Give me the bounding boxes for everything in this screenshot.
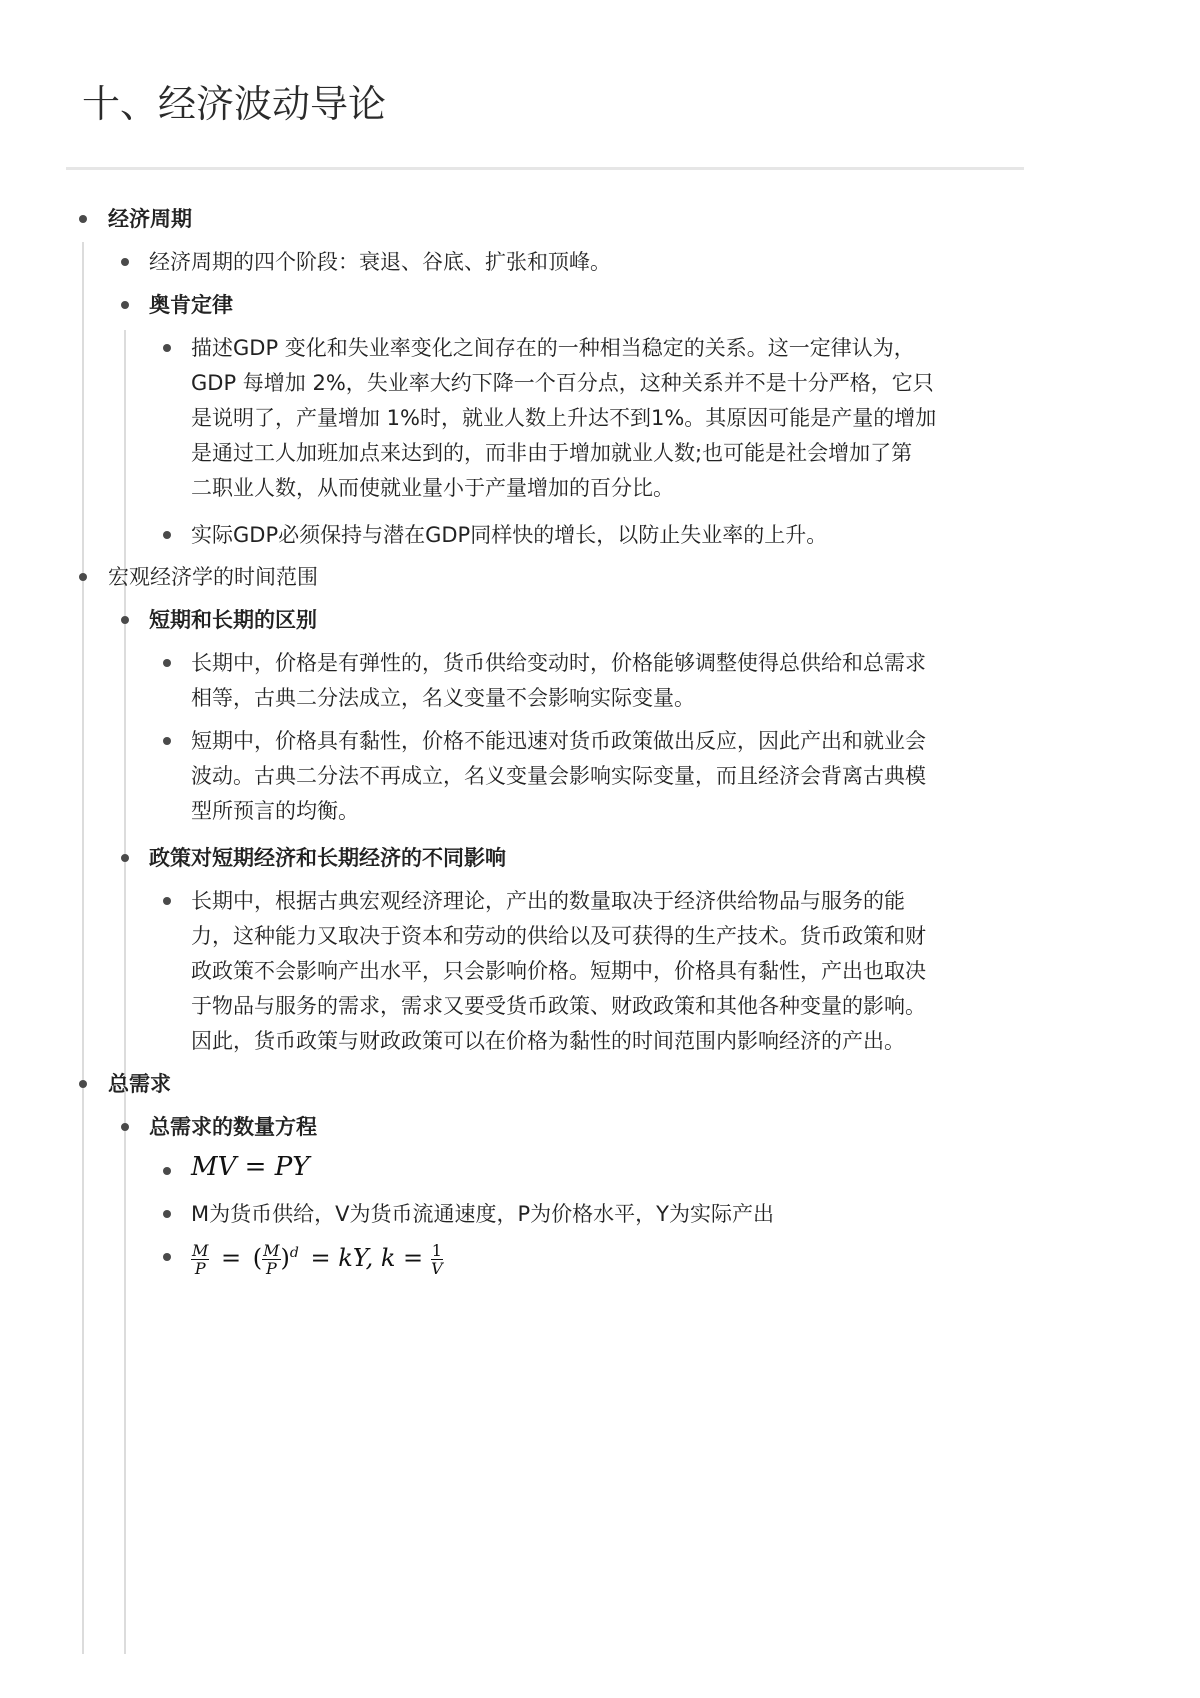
subheading-policy-effects: 政策对短期经济和长期经济的不同影响 xyxy=(149,846,506,870)
okun-line-5: 二职业人数，从而使就业量小于产量增加的百分比。 xyxy=(191,476,674,500)
bullet-icon xyxy=(121,258,129,266)
section-heading-aggregate-demand: 总需求 xyxy=(108,1072,171,1096)
bullet-icon xyxy=(121,301,129,309)
subheading-short-long-difference: 短期和长期的区别 xyxy=(149,608,317,632)
numerator: 1 xyxy=(431,1241,442,1260)
bullet-icon xyxy=(79,573,87,581)
outline-guide-level1 xyxy=(82,242,84,1654)
bullet-icon xyxy=(163,897,171,905)
title-divider xyxy=(66,167,1024,170)
okun-line-4: 是通过工人加班加点来达到的，而非由于增加就业人数;也可能是社会增加了第 xyxy=(191,441,913,465)
money-demand-equation xyxy=(191,1232,443,1279)
section-heading-business-cycle: 经济周期 xyxy=(108,207,192,231)
fraction-m-over-p xyxy=(191,1242,209,1277)
bullet-icon xyxy=(121,616,129,624)
policy-line-4: 于物品与服务的需求，需求又要受货币政策、财政政策和其他各种变量的影响。 xyxy=(191,994,926,1018)
bullet-icon xyxy=(163,1167,171,1175)
equals-sign: = xyxy=(221,1244,242,1272)
long-run-line-1: 长期中，价格是有弹性的，货币供给变动时，价格能够调整使得总供给和总需求 xyxy=(191,651,926,675)
okun-line-3: 是说明了，产量增加 1%时，就业人数上升达不到1%。其原因可能是产量的增加 xyxy=(191,406,937,430)
policy-line-5: 因此，货币政策与财政政策可以在价格为黏性的时间范围内影响经济的产出。 xyxy=(191,1029,905,1053)
policy-line-2: 力，这种能力又取决于资本和劳动的供给以及可获得的生产技术。货币政策和财 xyxy=(191,924,926,948)
bullet-icon xyxy=(163,1253,171,1261)
ky-expression: = kY, k = xyxy=(310,1244,424,1272)
list-item-cycle-stages: 经济周期的四个阶段：衰退、谷底、扩张和顶峰。 xyxy=(149,250,611,274)
bullet-icon xyxy=(121,854,129,862)
okun-line-2: GDP 每增加 2%，失业率大约下降一个百分点，这种关系并不是十分严格，它只 xyxy=(191,371,934,395)
bullet-icon xyxy=(163,531,171,539)
bullet-icon xyxy=(79,1080,87,1088)
denominator: V xyxy=(431,1259,443,1278)
list-item-real-gdp: 实际GDP必须保持与潜在GDP同样快的增长，以防止失业率的上升。 xyxy=(191,523,828,547)
fraction-one-over-v xyxy=(431,1242,443,1277)
short-run-line-2: 波动。古典二分法不再成立，名义变量会影响实际变量，而且经济会背离古典模 xyxy=(191,764,926,788)
bullet-icon xyxy=(163,1210,171,1218)
close-paren: ) xyxy=(280,1244,290,1272)
fraction-m-over-p-inner xyxy=(262,1242,280,1277)
long-run-line-2: 相等，古典二分法成立，名义变量不会影响实际变量。 xyxy=(191,686,695,710)
subheading-quantity-equation: 总需求的数量方程 xyxy=(149,1115,317,1139)
denominator: P xyxy=(265,1259,277,1278)
short-run-line-3: 型所预言的均衡。 xyxy=(191,799,359,823)
bullet-icon xyxy=(163,737,171,745)
quantity-equation: MV = PY xyxy=(191,1152,310,1182)
bullet-icon xyxy=(163,659,171,667)
bullet-icon xyxy=(79,215,87,223)
subheading-okun-law: 奥肯定律 xyxy=(149,293,233,317)
variable-definitions: M为货币供给，V为货币流通速度，P为价格水平，Y为实际产出 xyxy=(191,1202,774,1226)
bullet-icon xyxy=(163,344,171,352)
policy-line-3: 政政策不会影响产出水平，只会影响价格。短期中，价格具有黏性，产出也取决 xyxy=(191,959,926,983)
section-heading-time-horizon: 宏观经济学的时间范围 xyxy=(108,565,318,589)
numerator: M xyxy=(263,1241,280,1260)
superscript-d: d xyxy=(289,1245,299,1261)
short-run-line-1: 短期中，价格具有黏性，价格不能迅速对货币政策做出反应，因此产出和就业会 xyxy=(191,729,926,753)
page-title: 十、经济波动导论 xyxy=(82,82,387,126)
okun-line-1: 描述GDP 变化和失业率变化之间存在的一种相当稳定的关系。这一定律认为， xyxy=(191,336,915,360)
bullet-icon xyxy=(121,1123,129,1131)
denominator: P xyxy=(194,1259,206,1278)
open-paren: ( xyxy=(252,1244,263,1272)
outline-guide-level2 xyxy=(124,330,126,1654)
numerator: M xyxy=(192,1241,209,1260)
policy-line-1: 长期中，根据古典宏观经济理论，产出的数量取决于经济供给物品与服务的能 xyxy=(191,889,905,913)
